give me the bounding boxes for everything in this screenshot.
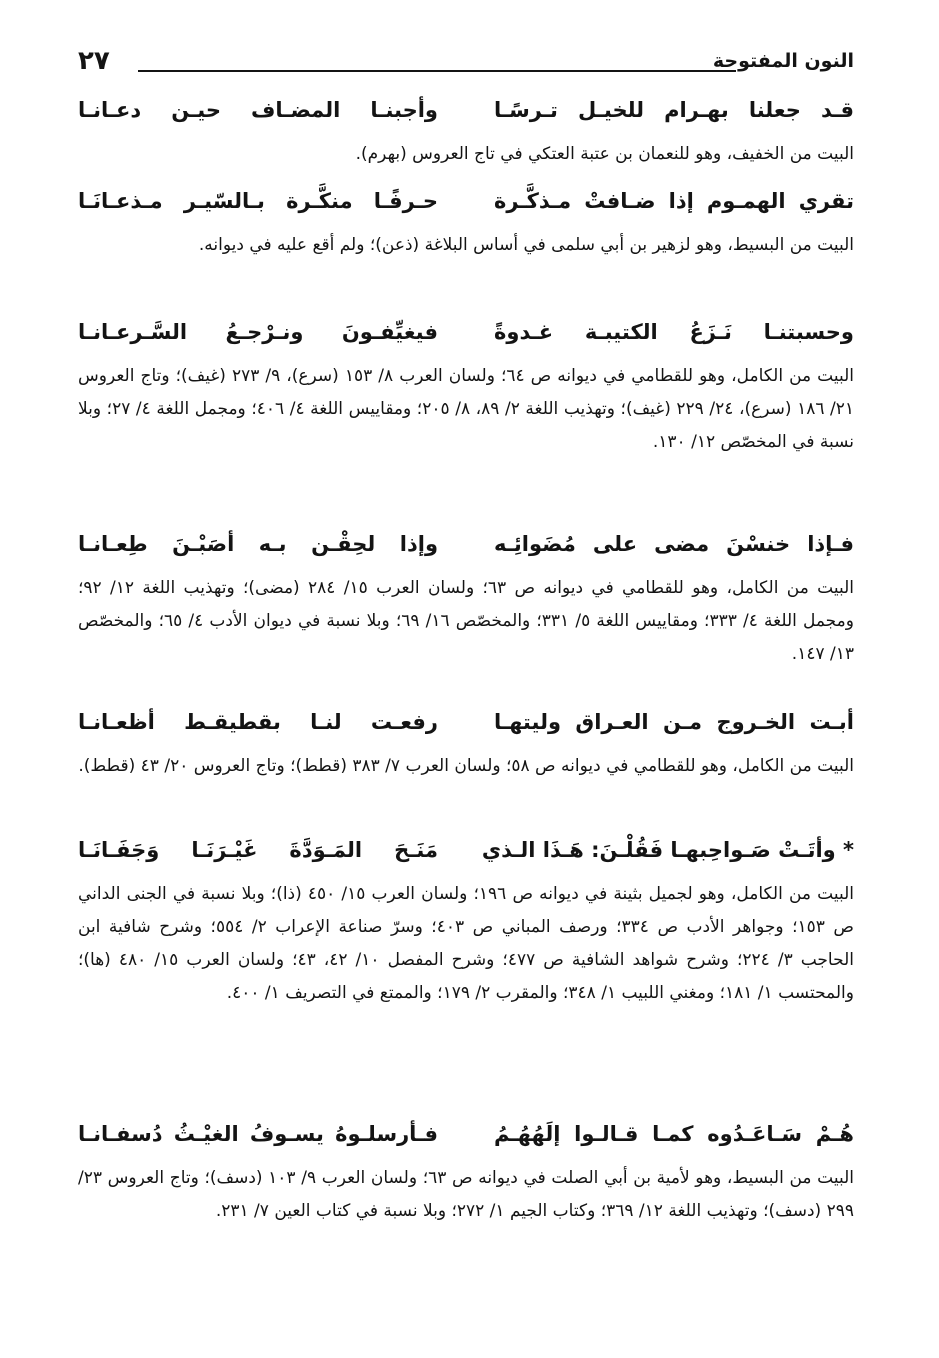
source-note: البيت من الكامل، وهو للقطامي في ديوانه ص ٦٣؛ ولسان العرب ١٥/ ٢٨٤ (مضى)؛ وتهذيب اللغة ١٢/ ٩٢؛ ومجمل اللغة ٤/ ٣٣٣؛ ومقاييس اللغة ٥/ ٣٣١؛ والمخصّص ١٦/ ٦٩؛ وبلا نسبة في ديوان الأدب ٤/ ٦٥؛ والمخصّص ١٣/ ١٤٧. (78, 578, 855, 664)
verse-line (78, 316, 854, 360)
source-note: البيت من البسيط، وهو لأمية بن أبي الصلت في ديوانه ص ٦٣؛ ولسان العرب ٩/ ١٠٣ (دسف)؛ وتاج العروس ٢٣/ ٢٩٩ (دسف)؛ وتهذيب اللغة ١٢/ ٣٦٩؛ وكتاب الجيم ١/ ٢٧٢؛ وبلا نسبة في كتاب العين ٧/ ٢٣١. (78, 1168, 855, 1221)
source-note: البيت من البسيط، وهو لزهير بن أبي سلمى في أساس البلاغة (ذعن)؛ ولم أقع عليه في ديوانه. (198, 235, 854, 255)
first-hemistich: هُـمْ سَـاعَـدُوه كمـا قـالـوا إلَهُهُـمُ (494, 1122, 854, 1146)
verse-line (78, 706, 854, 750)
verse-line (78, 185, 854, 229)
first-hemistich: تقري الهمـوم إذا ضـافتْ مـذكَّـرة (494, 189, 854, 213)
verse-entry (78, 94, 854, 171)
verse-entry (78, 834, 854, 1010)
first-hemistich: وحسبتنـا نَـزَعُ الكتيبـة غـدوةً (494, 320, 854, 344)
source-note: البيت من الكامل، وهو للقطامي في ديوانه ص ٥٨؛ ولسان العرب ٧/ ٣٨٣ (قطط)؛ وتاج العروس ٢٠/ ٤٣ (قطط). (78, 756, 854, 776)
verse-line (78, 528, 854, 572)
first-hemistich (481, 838, 854, 862)
page-number: ٢٧ (78, 46, 110, 76)
verse-line (78, 94, 854, 138)
second-hemistich: وأجبنـا المضـاف حيـن دعـانـا (78, 98, 438, 122)
second-hemistich: حـرفًـا منكَّـرة بـالسّيـر مـذعـانَـا (78, 189, 438, 213)
source-note: البيت من الخفيف، وهو للنعمان بن عتبة العتكي في تاج العروس (بهرم). (355, 144, 854, 164)
verse-entry (78, 528, 854, 671)
verse-entry (78, 316, 854, 459)
verse-line (78, 1118, 854, 1162)
source-note: البيت من الكامل، وهو لجميل بثينة في ديوانه ص ١٩٦؛ ولسان العرب ١٥/ ٤٥٠ (ذا)؛ وبلا نسبة في الجنى الداني ص ١٥٣؛ وجواهر الأدب ص ٣٣٤؛ ورصف المباني ص ٤٠٣؛ وسرّ صناعة الإعراب ٢/ ٥٥٤؛ وشرح شافية ابن الحاجب ٣/ ٢٢٤؛ وشرح شواهد الشافية ص ٤٧٧؛ وشرح المفصل ١٠/ ٤٢، ٤٣؛ ولسان العرب ١٥/ ٤٨٠ (ها)؛ والمحتسب ١/ ١٨١؛ ومغني اللبيب ١/ ٣٤٨؛ والمقرب ٢/ ١٧٩؛ والممتع في التصريف ١/ ٤٠٠. (78, 884, 854, 1003)
second-hemistich: مَنَـحَ المَـوَدَّةَ غَيْـرَنَـا وَجَفَـانَـا (78, 838, 438, 862)
page-header (78, 48, 854, 82)
verse-entry (78, 185, 854, 262)
verse-entry (78, 706, 854, 783)
verse-line (78, 834, 854, 878)
first-hemistich: فـإذا خنسْنَ مضى على مُضَوائِـه (494, 532, 854, 556)
second-hemistich: رفعـت لنـا بقطيقـط أظعـانـا (78, 710, 438, 734)
chapter-title: النون المفتوحة (712, 50, 854, 72)
first-hemistich: أبـت الخـروج مـن العـراق وليتهـا (494, 710, 854, 734)
asterisk-marker: * (843, 838, 854, 862)
verse-entry (78, 1118, 854, 1228)
second-hemistich: وإذا لحِقْـن بـه أصَبْـنَ طِعـانـا (78, 532, 438, 556)
second-hemistich: فـأرسلـوهُ يسـوفُ الغيْـثُ دُسفـانـا (78, 1122, 438, 1146)
second-hemistich: فيغيِّفـونَ ونـرْجـعُ السَّـرعـانـا (78, 320, 438, 344)
first-hemistich: قـد جعلنا بهـرام للخيـل تـرسًـا (494, 98, 854, 122)
header-rule (138, 70, 736, 72)
first-hemistich-text: وأتَـتْ صَـواحِبهـا فَقُلْـنَ: هَـذَا الـذي (481, 838, 836, 862)
source-note: البيت من الكامل، وهو للقطامي في ديوانه ص ٦٤؛ ولسان العرب ٨/ ١٥٣ (سرع)، ٩/ ٢٧٣ (غيف)؛ وتاج العروس ٢١/ ١٨٦ (سرع)، ٢٤/ ٢٢٩ (غيف)؛ وتهذيب اللغة ٢/ ٨٩، ٨/ ٢٠٥؛ ومقاييس اللغة ٤/ ٤٠٦؛ ومجمل اللغة ٤/ ٢٧؛ وبلا نسبة في المخصّص ١٢/ ١٣٠. (78, 366, 855, 452)
